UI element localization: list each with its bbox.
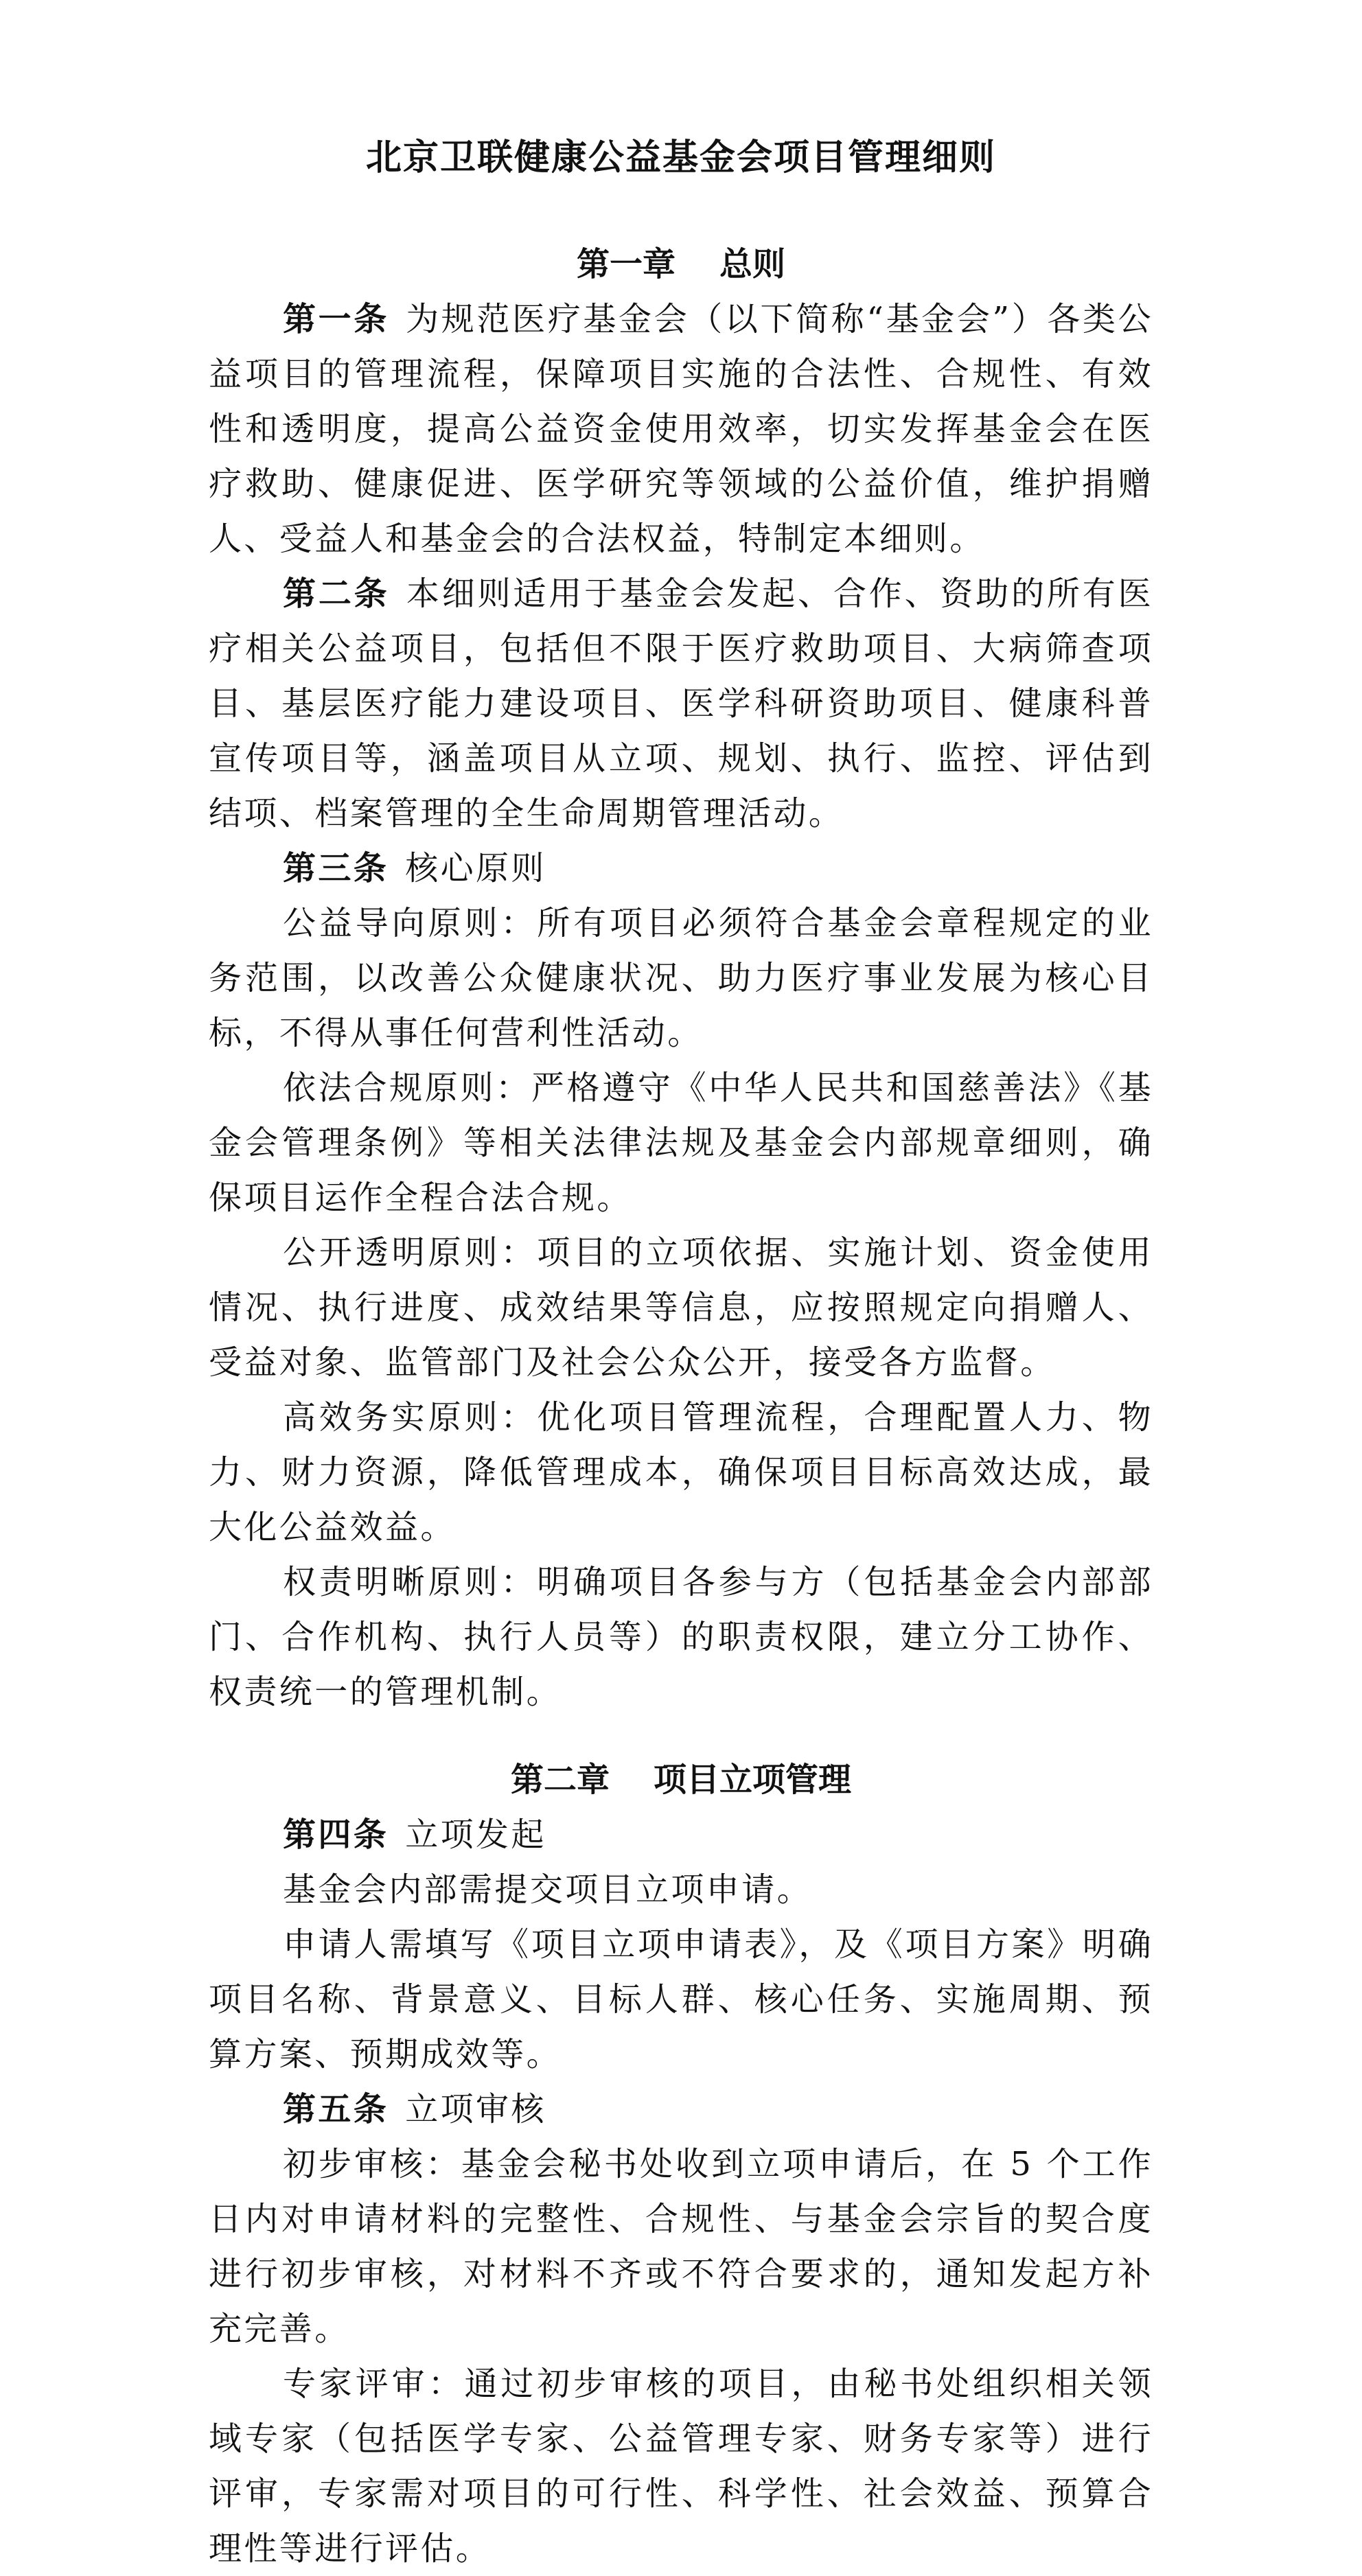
article-text: 立项审核 — [405, 2090, 546, 2128]
article-label: 第三条 — [283, 849, 389, 887]
body-paragraph: 专家评审：通过初步审核的项目，由秘书处组织相关领域专家（包括医学专家、公益管理专家、财务专家等）进行评审，专家需对项目的可行性、科学性、社会效益、预算合理性等进行评估。 — [209, 2365, 1153, 2568]
chapter-2-heading — [0, 1752, 1362, 1807]
article-text: 立项发起 — [405, 1815, 546, 1854]
principle-paragraph: 公开透明原则：项目的立项依据、实施计划、资金使用情况、执行进度、成效结果等信息，应按照规定向捐赠人、受益对象、监管部门及社会公众公开，接受各方监督。 — [209, 1233, 1153, 1382]
chapter-number: 第一章 — [576, 245, 676, 283]
article-label: 第四条 — [283, 1815, 389, 1854]
body-paragraph: 初步审核：基金会秘书处收到立项申请后，在 5 个工作日内对申请材料的完整性、合规性、与基金会宗旨的契合度进行初步审核，对材料不齐或不符合要求的，通知发起方补充完善。 — [209, 2145, 1153, 2348]
article-label: 第二条 — [283, 575, 390, 613]
chapter-1-heading — [0, 237, 1362, 292]
article-2 — [209, 566, 1153, 841]
article-4 — [209, 1807, 1153, 1862]
article-3 — [209, 841, 1153, 896]
chapter-2-body — [209, 1807, 1153, 2576]
article-text: 为规范医疗基金会（以下简称“基金会”）各类公益项目的管理流程，保障项目实施的合法性、合规性、有效性和透明度，提高公益资金使用效率，切实发挥基金会在医疗救助、健康促进、医学研究等领域的公益价值，维护捐赠人、受益人和基金会的合法权益，特制定本细则。 — [209, 300, 1153, 558]
document-title: 北京卫联健康公益基金会项目管理细则 — [365, 137, 996, 178]
article-label: 第五条 — [283, 2090, 389, 2128]
article-text: 核心原则 — [405, 849, 546, 887]
article-1 — [209, 292, 1153, 566]
chapter-number: 第二章 — [510, 1761, 610, 1799]
article-text: 本细则适用于基金会发起、合作、资助的所有医疗相关公益项目，包括但不限于医疗救助项目、大病筛查项目、基层医疗能力建设项目、医学科研资助项目、健康科普宣传项目等，涵盖项目从立项、规划、执行、监控、评估到结项、档案管理的全生命周期管理活动。 — [209, 575, 1153, 833]
chapter-1-body — [209, 292, 1153, 1719]
article-5 — [209, 2082, 1153, 2137]
article-label: 第一条 — [283, 300, 389, 338]
body-paragraph: 申请人需填写《项目立项申请表》，及《项目方案》明确项目名称、背景意义、目标人群、核心任务、实施周期、预算方案、预期成效等。 — [209, 1925, 1153, 2074]
chapter-name: 项目立项管理 — [654, 1761, 852, 1799]
principle-paragraph: 高效务实原则：优化项目管理流程，合理配置人力、物力、财力资源，降低管理成本，确保项目目标高效达成，最大化公益效益。 — [209, 1398, 1153, 1546]
chapter-name: 总则 — [719, 245, 786, 283]
body-paragraph: 基金会内部需提交项目立项申请。 — [283, 1870, 813, 1909]
principle-paragraph: 权责明晰原则：明确项目各参与方（包括基金会内部部门、合作机构、执行人员等）的职责权限，建立分工协作、权责统一的管理机制。 — [209, 1563, 1153, 1711]
principle-paragraph: 公益导向原则：所有项目必须符合基金会章程规定的业务范围，以改善公众健康状况、助力医疗事业发展为核心目标，不得从事任何营利性活动。 — [209, 904, 1153, 1052]
principle-paragraph: 依法合规原则：严格遵守《中华人民共和国慈善法》《基金会管理条例》等相关法律法规及基金会内部规章细则，确保项目运作全程合法合规。 — [209, 1069, 1153, 1217]
